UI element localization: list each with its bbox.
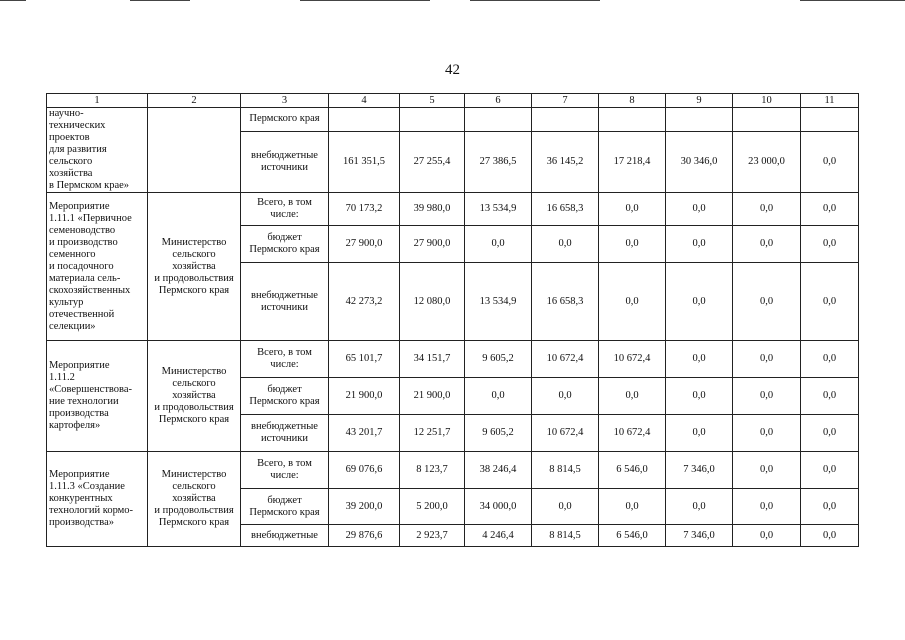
- amount-cell: 0,0: [666, 489, 733, 525]
- executor-cell: Министерство сельского хозяйства и продовольствия Пермского края: [148, 452, 241, 547]
- funding-source-cell: Всего, в том числе:: [241, 341, 329, 378]
- funding-source-cell: Всего, в том числе:: [241, 193, 329, 226]
- amount-cell: 39 980,0: [400, 193, 465, 226]
- amount-cell: 36 145,2: [532, 131, 599, 192]
- amount-cell: 21 900,0: [329, 378, 400, 415]
- amount-cell: [801, 108, 859, 132]
- amount-cell: [329, 108, 400, 132]
- column-number-header: 9: [666, 94, 733, 108]
- amount-cell: 0,0: [801, 341, 859, 378]
- amount-cell: [666, 108, 733, 132]
- amount-cell: 0,0: [599, 378, 666, 415]
- funding-source-cell: бюджет Пермского края: [241, 226, 329, 263]
- amount-cell: 27 900,0: [400, 226, 465, 263]
- amount-cell: 0,0: [599, 193, 666, 226]
- amount-cell: 10 672,4: [532, 341, 599, 378]
- measure-name-cell: Мероприятие 1.11.2 «Совершенствова- ние технологии производства картофеля»: [47, 341, 148, 452]
- amount-cell: 0,0: [801, 525, 859, 547]
- amount-cell: 0,0: [733, 489, 801, 525]
- table-row: [47, 108, 859, 132]
- amount-cell: 0,0: [733, 378, 801, 415]
- amount-cell: 34 151,7: [400, 341, 465, 378]
- column-number-header: 11: [801, 94, 859, 108]
- table-row: [47, 452, 859, 489]
- amount-cell: 0,0: [465, 226, 532, 263]
- amount-cell: 16 658,3: [532, 193, 599, 226]
- amount-cell: 0,0: [801, 378, 859, 415]
- amount-cell: 34 000,0: [465, 489, 532, 525]
- amount-cell: 161 351,5: [329, 131, 400, 192]
- measure-name-cell: Мероприятие 1.11.1 «Первичное семеноводство и производство семенного и посадочного материала сель- скохозяйственных культур отечественной селекции»: [47, 193, 148, 341]
- measure-name-cell: научно- технических проектов для развития сельского хозяйства в Пермском крае»: [47, 108, 148, 193]
- amount-cell: 38 246,4: [465, 452, 532, 489]
- column-number-header: 10: [733, 94, 801, 108]
- amount-cell: 8 814,5: [532, 525, 599, 547]
- funding-source-cell: Всего, в том числе:: [241, 452, 329, 489]
- amount-cell: 0,0: [666, 193, 733, 226]
- amount-cell: 30 346,0: [666, 131, 733, 192]
- amount-cell: 8 123,7: [400, 452, 465, 489]
- column-number-header: 4: [329, 94, 400, 108]
- amount-cell: 10 672,4: [532, 415, 599, 452]
- amount-cell: 8 814,5: [532, 452, 599, 489]
- amount-cell: 65 101,7: [329, 341, 400, 378]
- amount-cell: 12 080,0: [400, 263, 465, 341]
- amount-cell: 39 200,0: [329, 489, 400, 525]
- amount-cell: 69 076,6: [329, 452, 400, 489]
- amount-cell: [532, 108, 599, 132]
- column-number-header: 7: [532, 94, 599, 108]
- amount-cell: 0,0: [801, 131, 859, 192]
- amount-cell: 0,0: [599, 263, 666, 341]
- executor-cell: Министерство сельского хозяйства и продовольствия Пермского края: [148, 193, 241, 341]
- amount-cell: 0,0: [666, 341, 733, 378]
- amount-cell: 0,0: [465, 378, 532, 415]
- amount-cell: 9 605,2: [465, 415, 532, 452]
- column-number-header: 8: [599, 94, 666, 108]
- amount-cell: 0,0: [733, 341, 801, 378]
- amount-cell: 0,0: [733, 193, 801, 226]
- amount-cell: 0,0: [801, 452, 859, 489]
- amount-cell: [733, 108, 801, 132]
- top-edge-line: [800, 0, 905, 1]
- amount-cell: 10 672,4: [599, 341, 666, 378]
- budget-table: [46, 93, 859, 547]
- amount-cell: 0,0: [666, 226, 733, 263]
- amount-cell: 21 900,0: [400, 378, 465, 415]
- amount-cell: 0,0: [666, 263, 733, 341]
- amount-cell: 0,0: [733, 525, 801, 547]
- amount-cell: 4 246,4: [465, 525, 532, 547]
- amount-cell: 2 923,7: [400, 525, 465, 547]
- page-number: 42: [445, 62, 460, 78]
- amount-cell: 0,0: [801, 226, 859, 263]
- column-number-header: 3: [241, 94, 329, 108]
- amount-cell: 0,0: [733, 226, 801, 263]
- column-number-header: 1: [47, 94, 148, 108]
- amount-cell: 7 346,0: [666, 525, 733, 547]
- amount-cell: 27 255,4: [400, 131, 465, 192]
- amount-cell: 0,0: [801, 415, 859, 452]
- measure-name-cell: Мероприятие 1.11.3 «Создание конкурентных технологий кормо- производства»: [47, 452, 148, 547]
- amount-cell: 0,0: [733, 452, 801, 489]
- amount-cell: 27 386,5: [465, 131, 532, 192]
- amount-cell: 6 546,0: [599, 452, 666, 489]
- amount-cell: [465, 108, 532, 132]
- amount-cell: 43 201,7: [329, 415, 400, 452]
- amount-cell: 23 000,0: [733, 131, 801, 192]
- amount-cell: 9 605,2: [465, 341, 532, 378]
- top-edge-line: [470, 0, 600, 1]
- amount-cell: 27 900,0: [329, 226, 400, 263]
- amount-cell: 0,0: [801, 193, 859, 226]
- amount-cell: 0,0: [532, 489, 599, 525]
- amount-cell: 16 658,3: [532, 263, 599, 341]
- amount-cell: 13 534,9: [465, 193, 532, 226]
- amount-cell: 5 200,0: [400, 489, 465, 525]
- funding-source-cell: внебюджетные источники: [241, 415, 329, 452]
- top-edge-line: [130, 0, 190, 1]
- amount-cell: 29 876,6: [329, 525, 400, 547]
- top-edge-line: [300, 0, 430, 1]
- amount-cell: [400, 108, 465, 132]
- funding-source-cell: внебюджетные источники: [241, 263, 329, 341]
- amount-cell: 0,0: [733, 415, 801, 452]
- funding-source-cell: бюджет Пермского края: [241, 489, 329, 525]
- amount-cell: [599, 108, 666, 132]
- table-row: [47, 341, 859, 378]
- column-number-header: 5: [400, 94, 465, 108]
- amount-cell: 6 546,0: [599, 525, 666, 547]
- amount-cell: 17 218,4: [599, 131, 666, 192]
- executor-cell: [148, 108, 241, 193]
- amount-cell: 0,0: [532, 226, 599, 263]
- amount-cell: 0,0: [532, 378, 599, 415]
- funding-source-cell: внебюджетные источники: [241, 131, 329, 192]
- table-row: [47, 193, 859, 226]
- funding-source-cell: внебюджетные: [241, 525, 329, 547]
- amount-cell: 13 534,9: [465, 263, 532, 341]
- column-number-header: 2: [148, 94, 241, 108]
- amount-cell: 7 346,0: [666, 452, 733, 489]
- amount-cell: 0,0: [599, 489, 666, 525]
- amount-cell: 10 672,4: [599, 415, 666, 452]
- executor-cell: Министерство сельского хозяйства и продовольствия Пермского края: [148, 341, 241, 452]
- amount-cell: 70 173,2: [329, 193, 400, 226]
- funding-source-cell: Пермского края: [241, 108, 329, 132]
- amount-cell: 12 251,7: [400, 415, 465, 452]
- top-edge-line: [0, 0, 26, 1]
- amount-cell: 0,0: [733, 263, 801, 341]
- header-row: [47, 94, 859, 108]
- amount-cell: 0,0: [599, 226, 666, 263]
- funding-source-cell: бюджет Пермского края: [241, 378, 329, 415]
- amount-cell: 42 273,2: [329, 263, 400, 341]
- amount-cell: 0,0: [666, 378, 733, 415]
- amount-cell: 0,0: [801, 263, 859, 341]
- amount-cell: 0,0: [801, 489, 859, 525]
- column-number-header: 6: [465, 94, 532, 108]
- amount-cell: 0,0: [666, 415, 733, 452]
